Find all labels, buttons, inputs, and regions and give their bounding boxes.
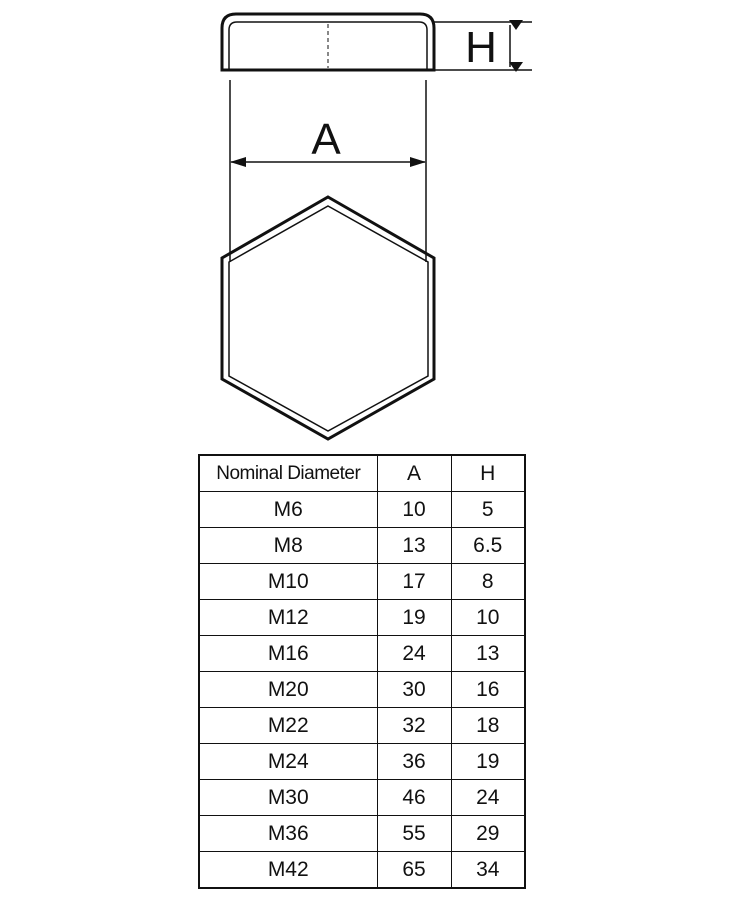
cell-a: 46 <box>377 780 451 816</box>
table-row <box>199 636 525 672</box>
cell-a: 10 <box>377 492 451 528</box>
dimension-a <box>230 80 426 262</box>
header-h: H <box>451 455 525 492</box>
cell-nominal: M16 <box>199 636 377 672</box>
cell-h: 13 <box>451 636 525 672</box>
dimension-a-label: A <box>311 115 341 164</box>
cell-a: 13 <box>377 528 451 564</box>
cell-a: 32 <box>377 708 451 744</box>
cell-nominal: M42 <box>199 852 377 889</box>
dimension-table <box>198 454 526 889</box>
cell-nominal: M30 <box>199 780 377 816</box>
table-row <box>199 492 525 528</box>
cap-side-view <box>222 14 434 70</box>
cell-nominal: M12 <box>199 600 377 636</box>
cell-a: 65 <box>377 852 451 889</box>
table-row <box>199 816 525 852</box>
table-row <box>199 672 525 708</box>
cell-nominal: M36 <box>199 816 377 852</box>
cell-h: 5 <box>451 492 525 528</box>
cap-top-view-hexagon <box>222 197 434 439</box>
cell-h: 8 <box>451 564 525 600</box>
cell-h: 16 <box>451 672 525 708</box>
table-row <box>199 852 525 889</box>
cell-nominal: M24 <box>199 744 377 780</box>
cell-a: 36 <box>377 744 451 780</box>
cell-h: 18 <box>451 708 525 744</box>
table-row <box>199 600 525 636</box>
table-row <box>199 744 525 780</box>
dimension-h <box>434 22 532 72</box>
table-row <box>199 564 525 600</box>
cell-nominal: M8 <box>199 528 377 564</box>
cell-nominal: M22 <box>199 708 377 744</box>
cell-a: 24 <box>377 636 451 672</box>
cell-h: 19 <box>451 744 525 780</box>
table-header-row <box>199 455 525 492</box>
cell-nominal: M20 <box>199 672 377 708</box>
cell-a: 17 <box>377 564 451 600</box>
header-a: A <box>377 455 451 492</box>
cell-a: 55 <box>377 816 451 852</box>
table-row <box>199 780 525 816</box>
cell-a: 30 <box>377 672 451 708</box>
cell-a: 19 <box>377 600 451 636</box>
table-row <box>199 528 525 564</box>
dimension-h-label: H <box>465 23 497 72</box>
cell-h: 24 <box>451 780 525 816</box>
cell-nominal: M10 <box>199 564 377 600</box>
cell-nominal: M6 <box>199 492 377 528</box>
cell-h: 29 <box>451 816 525 852</box>
cell-h: 34 <box>451 852 525 889</box>
cell-h: 6.5 <box>451 528 525 564</box>
cell-h: 10 <box>451 600 525 636</box>
table-row <box>199 708 525 744</box>
header-nominal-diameter: Nominal Diameter <box>199 455 377 492</box>
